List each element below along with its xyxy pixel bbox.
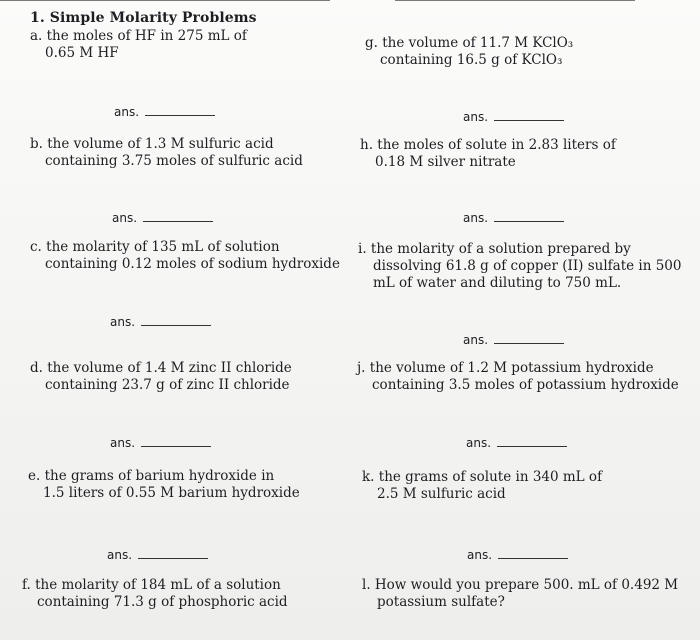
answer-blank[interactable] <box>143 220 213 222</box>
problem-k <box>362 469 602 503</box>
problem-h-line1: h. the moles of solute in 2.83 liters of <box>360 137 616 153</box>
problem-e <box>28 468 300 502</box>
answer-blank[interactable] <box>494 342 564 344</box>
problem-f <box>22 577 288 611</box>
problem-d-line1: d. the volume of 1.4 M zinc II chloride <box>30 360 292 376</box>
answer-e <box>107 548 208 562</box>
answer-b <box>112 211 213 225</box>
problem-g-line2: containing 16.5 g of KClO₃ <box>380 52 563 68</box>
answer-blank[interactable] <box>145 114 215 116</box>
answer-label: ans. <box>466 436 492 450</box>
problem-a-line1: a. the moles of HF in 275 mL of <box>30 28 247 44</box>
answer-blank[interactable] <box>497 445 567 447</box>
problem-b <box>30 136 303 170</box>
problem-j-line1: j. the volume of 1.2 M potassium hydroxide <box>357 360 654 376</box>
problem-e-line1: e. the grams of barium hydroxide in <box>28 468 275 484</box>
answer-label: ans. <box>110 436 136 450</box>
problem-e-line2: 1.5 liters of 0.55 M barium hydroxide <box>43 485 300 501</box>
problem-h-line2: 0.18 M silver nitrate <box>375 154 516 170</box>
problem-i <box>358 241 682 292</box>
problem-c-line1: c. the molarity of 135 mL of solution <box>30 239 280 255</box>
answer-blank[interactable] <box>494 119 564 121</box>
answer-blank[interactable] <box>141 445 211 447</box>
answer-k <box>467 548 568 562</box>
answer-label: ans. <box>112 211 138 225</box>
top-rule-right <box>395 0 635 1</box>
problem-g-line1: g. the volume of 11.7 M KClO₃ <box>365 35 574 51</box>
answer-blank[interactable] <box>138 557 208 559</box>
problem-j-line2: containing 3.5 moles of potassium hydroxide <box>372 377 679 393</box>
problem-f-line1: f. the molarity of 184 mL of a solution <box>22 577 281 593</box>
problem-l <box>362 577 678 611</box>
answer-label: ans. <box>463 333 489 347</box>
answer-label: ans. <box>463 211 489 225</box>
problem-a <box>30 28 247 62</box>
problem-i-line1: i. the molarity of a solution prepared by <box>358 241 631 257</box>
problem-k-line2: 2.5 M sulfuric acid <box>377 486 506 502</box>
answer-g <box>463 110 564 124</box>
answer-h <box>463 211 564 225</box>
problem-c-line2: containing 0.12 moles of sodium hydroxide <box>45 256 340 272</box>
problem-l-line1: l. How would you prepare 500. mL of 0.492 M <box>362 577 679 593</box>
answer-i <box>463 333 564 347</box>
answer-c <box>110 315 211 329</box>
problem-d-line2: containing 23.7 g of zinc II chloride <box>45 377 290 393</box>
problem-d <box>30 360 292 394</box>
problem-i-line3: mL of water and diluting to 750 mL. <box>373 275 622 291</box>
problem-c <box>30 239 340 273</box>
problem-a-line2: 0.65 M HF <box>45 45 119 61</box>
problem-i-line2: dissolving 61.8 g of copper (II) sulfate in 500 <box>373 258 682 274</box>
problem-k-line1: k. the grams of solute in 340 mL of <box>362 469 603 485</box>
answer-d <box>110 436 211 450</box>
answer-label: ans. <box>110 315 136 329</box>
answer-blank[interactable] <box>141 324 211 326</box>
answer-blank[interactable] <box>494 220 564 222</box>
answer-a <box>114 105 215 119</box>
problem-g <box>365 35 573 69</box>
answer-label: ans. <box>114 105 140 119</box>
answer-label: ans. <box>467 548 493 562</box>
answer-label: ans. <box>463 110 489 124</box>
top-rule-left <box>0 0 330 1</box>
problem-h <box>360 137 616 171</box>
problem-b-line1: b. the volume of 1.3 M sulfuric acid <box>30 136 274 152</box>
answer-label: ans. <box>107 548 133 562</box>
answer-j <box>466 436 567 450</box>
worksheet-heading: 1. Simple Molarity Problems <box>30 10 257 26</box>
answer-blank[interactable] <box>498 557 568 559</box>
problem-j <box>357 360 679 394</box>
problem-l-line2: potassium sulfate? <box>377 594 505 610</box>
problem-b-line2: containing 3.75 moles of sulfuric acid <box>45 153 303 169</box>
problem-f-line2: containing 71.3 g of phosphoric acid <box>37 594 288 610</box>
